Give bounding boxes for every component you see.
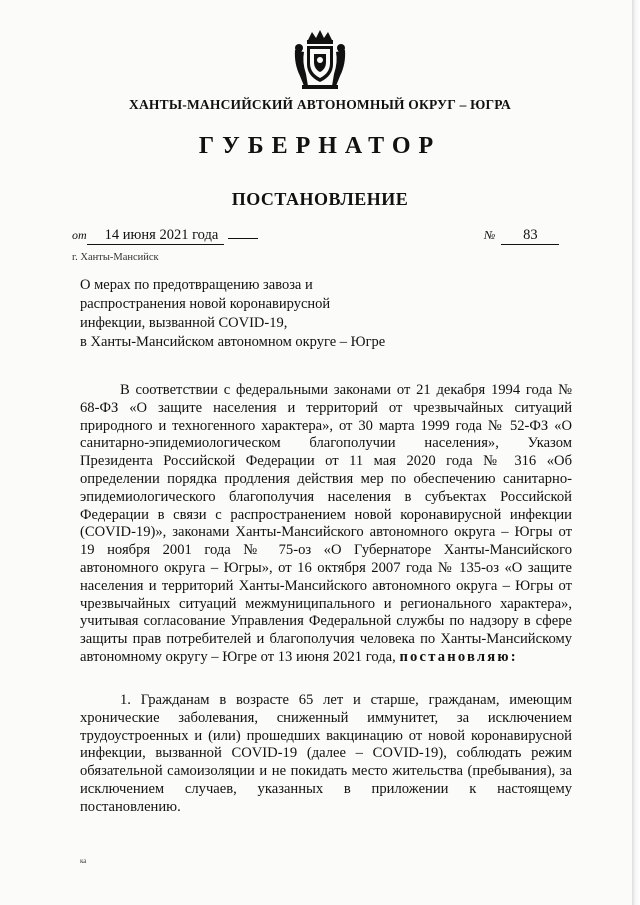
- subject-line: инфекции, вызванной COVID-19,: [80, 315, 288, 331]
- issue-city: г. Ханты-Мансийск: [72, 252, 159, 263]
- resolve-word: постановляю:: [399, 648, 518, 665]
- document-date: [72, 227, 258, 245]
- subject-line: распространения новой коронавирусной: [80, 296, 331, 312]
- number-value: 83: [501, 227, 559, 245]
- date-value: 14 июня 2021 года: [87, 227, 225, 245]
- footer-mark: ка: [80, 857, 87, 865]
- region-name: ХАНТЫ-МАНСИЙСКИЙ АВТОНОМНЫЙ ОКРУГ – ЮГРА: [129, 97, 511, 112]
- date-underline: [228, 227, 258, 239]
- item-1-text: 1. Гражданам в возрасте 65 лет и старше, гражданам, имеющим хронические заболевания, сниженный иммунитет, за исключением трудоустроенных и (или) прошедших вакцинацию от новой коронавирусной инфекции, вызванной COVID-19 (далее – COVID-19), соблюдать режим обязательной самоизоляции и не покидать место жительства (пребывания), за исключением случаев, указанных в приложении к настоящему постановлению.: [80, 692, 572, 815]
- number-prefix: №: [484, 228, 496, 242]
- item-1-paragraph: [80, 692, 572, 817]
- document-number: [484, 227, 559, 245]
- preamble-text: В соответствии с федеральными законами от 21 декабря 1994 года № 68-ФЗ «О защите населения и территорий от чрезвычайных ситуаций природного и техногенного характера», от 30 марта 1999 года № 52-ФЗ «О санитарно-эпидемиологическом благополучии населения», Указом Президента Российской Федерации от 11 мая 2020 года № 316 «Об определении порядка продления действия мер по обеспечению санитарно-эпидемиологического благополучия населения в субъектах Российской Федерации в связи с распространением новой коронавирусной инфекции (COVID-19)», законами Ханты-Мансийского автономного округа – Югры от 19 ноября 2001 года № 75-оз «О Губернаторе Ханты-Мансийского автономного округа – Югры», от 16 октября 2007 года № 135-оз «О защите населения и территорий Ханты-Мансийского автономного округа – Югры от чрезвычайных ситуаций межмуниципального и регионального характера», учитывая согласование Управления Федеральной службы по надзору в сфере защиты прав потребителей и благополучия человека по Ханты-Мансийскому автономному округу – Югре от 13 июня 2021 года,: [80, 382, 572, 665]
- subject-line: в Ханты-Мансийском автономном округе – Югре: [80, 334, 386, 350]
- document-type: ПОСТАНОВЛЕНИЕ: [231, 189, 409, 209]
- subject-line: О мерах по предотвращению завоза и: [80, 277, 313, 293]
- document-subject: [80, 276, 410, 352]
- coat-of-arms-icon: [292, 28, 348, 90]
- date-prefix: от: [72, 228, 87, 242]
- preamble-paragraph: [80, 382, 572, 667]
- authority-title: ГУБЕРНАТОР: [198, 133, 442, 159]
